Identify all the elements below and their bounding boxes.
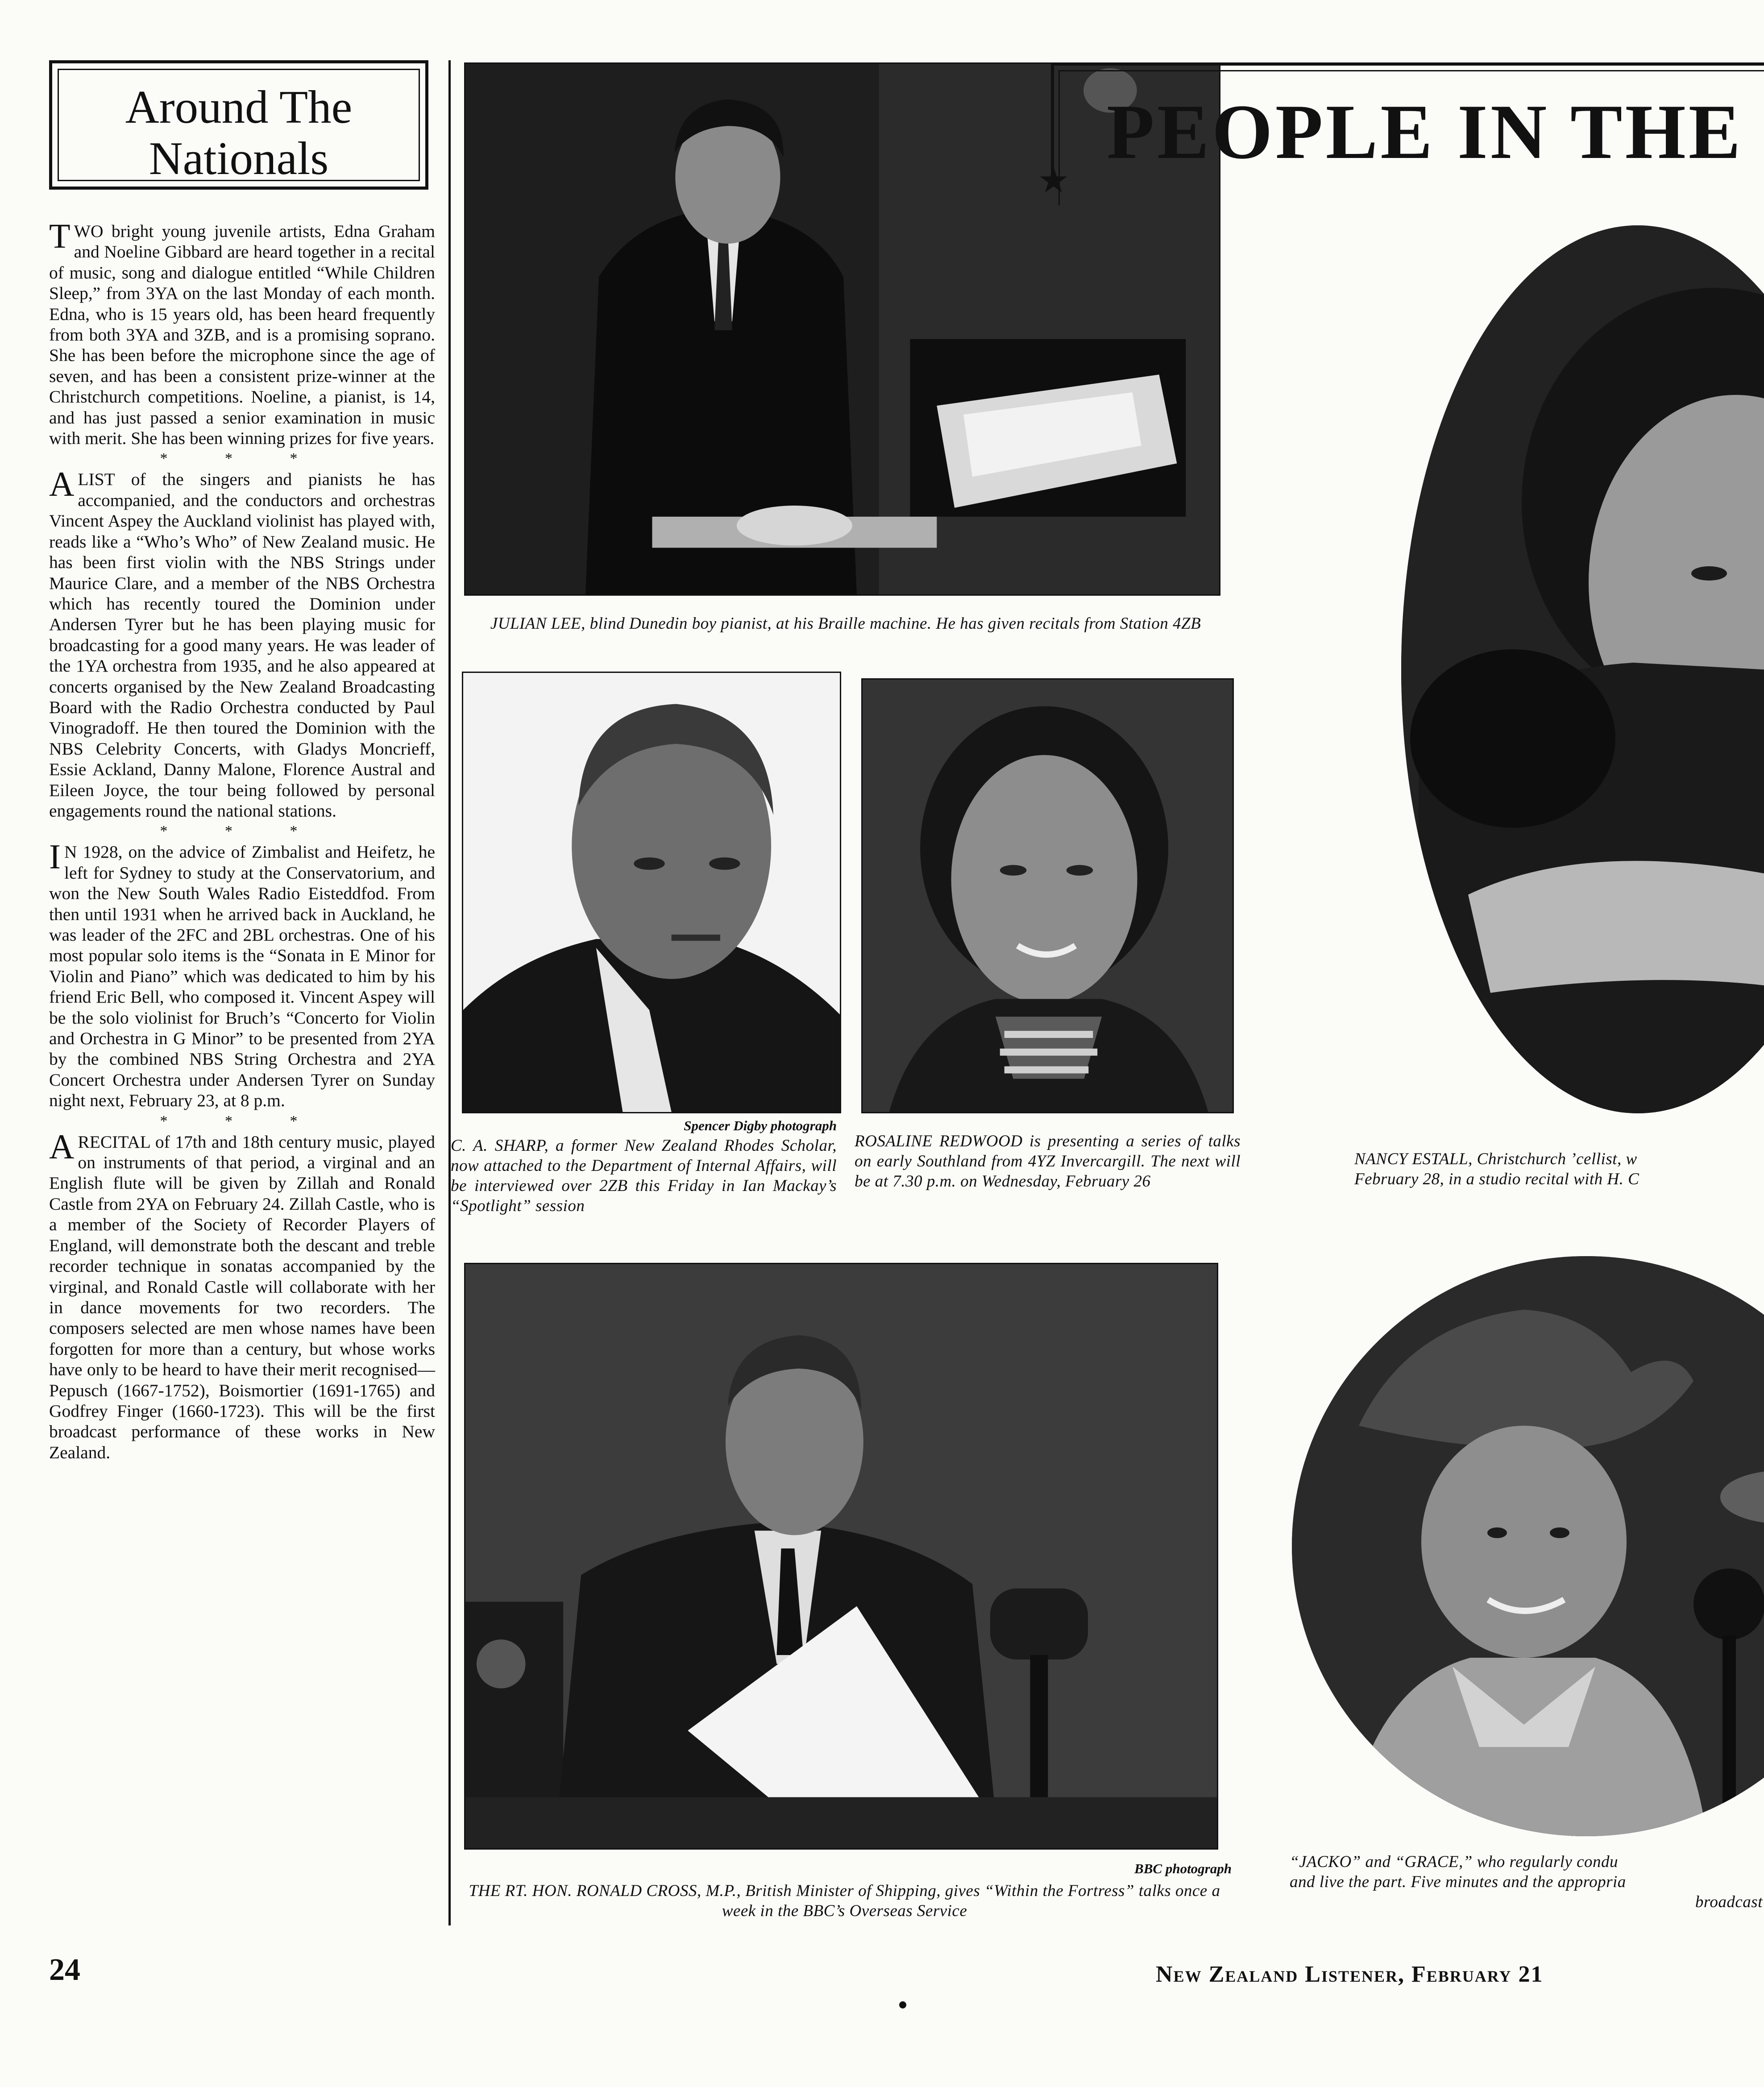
photo-jacko-grace [1292, 1256, 1764, 1836]
column-body [49, 216, 435, 1463]
paragraph-vincent-aspey: ALIST of the singers and pianists he has accompanied, and the conductors and orchestras Vincent Aspey the Auckland violinist has played with, reads like a “Who’s Who” of New Zealand music. He has been first violin with the NBS Strings under Maurice Clare, and a member of the NBS Orchestra which has recently toured the Dominion under Andersen Tyrer but he has been playing music for broadcasting for a good many years. He was leader of the 1YA orchestra from 1935, and he also appeared at concerts organised by the New Zealand Broadcasting Board with the Radio Orchestra conducted by Paul Vinogradoff. He then toured the Dominion with the NBS Celebrity Concerts, with Gladys Moncrieff, Essie Ackland, Danny Malone, Florence Austral and Eileen Joyce, the tour being followed by personal engagements round the national stations. [49, 465, 435, 821]
separator-stars: * * * [160, 450, 324, 467]
paragraph-sydney: I N 1928, on the advice of Zimbalist and Heifetz, he left for Sydney to study at the Conservatorium, and won the New South Wales Radio Eisteddfod. From then until 1931 when he arrived back in Auckland, he was leader of the 2FC and 2BL orchestras. One of his most popular solo items is the “Sonata in E Minor for Violin and Piano” which was dedicated to him by his friend Eric Bell, who composed it. Vincent Aspey will be the solo violinist for Bruch’s “Concerto for Violin and Orchestra in G Minor” to be presented from 2YA by the combined NBS String Orchestra and 2YA Concert Orchestra under Andersen Tyrer on Sunday night next, February 23, at 8 p.m. [49, 837, 435, 1111]
column-title-line2: Nationals [149, 132, 329, 184]
magazine-footer: New Zealand Listener, February 21 [1156, 1962, 1544, 1987]
credit-bbc-photograph: BBC photograph [1134, 1861, 1232, 1876]
drop-cap: A [49, 1127, 75, 1166]
credit-spencer-digby: Spencer Digby photograph [684, 1118, 837, 1133]
drop-cap: I [49, 837, 61, 876]
column-title-box [49, 60, 428, 190]
separator-stars: * * * [160, 823, 324, 840]
drop-cap: A [49, 465, 75, 504]
photo-ronald-cross-image [465, 1264, 1217, 1848]
caption-julian-lee: JULIAN LEE, blind Dunedin boy pianist, at his Braille machine. He has given recitals from Station 4ZB [490, 614, 1201, 633]
photo-c-a-sharp [462, 672, 841, 1113]
caption-nancy-estall-line2: February 28, in a studio recital with H. C [1354, 1170, 1639, 1188]
column-title-line1: Around The [125, 81, 353, 133]
photo-rosaline-redwood-image [863, 680, 1233, 1112]
caption-ronald-cross: THE RT. HON. RONALD CROSS, M.P., British Minister of Shipping, gives “Within the Fortress” talks once a week in the BBC’s Overseas Service [469, 1882, 1220, 1920]
caption-nancy-estall [1354, 1149, 1764, 1189]
column-rule [448, 60, 451, 1925]
caption-rosaline-redwood: ROSALINE REDWOOD is presenting a series of talks on early Southland from 4YZ Invercargill. The next will be at 7.30 p.m. on Wednesday, February 26 [855, 1132, 1241, 1191]
feature-title: PEOPLE IN THE [1107, 88, 1743, 175]
column-title [52, 81, 425, 184]
star-icon: ★ [1038, 161, 1070, 200]
caption-nancy-estall-line1: NANCY ESTALL, Christchurch ’cellist, w [1354, 1150, 1637, 1168]
drop-cap: T [49, 216, 71, 255]
paragraph-edna-noeline: TWO bright young juvenile artists, Edna Graham and Noeline Gibbard are heard together in a recital of music, song and dialogue entitled “While Children Sleep,” from 3YA on the last Monday of each month. Edna, who is 15 years old, has been heard frequently from both 3YA and 3ZB, and is a promising soprano. She has been before the microphone since the age of seven, and has been a consistent prize-winner at the Christchurch competitions. Noeline, a pianist, is 14, and has just passed a senior examination in music with merit. She has been winning prizes for five years. [49, 216, 435, 448]
caption-jacko-grace-line2: and live the part. Five minutes and the appropria [1290, 1873, 1626, 1891]
caption-c-a-sharp: C. A. SHARP, a former New Zealand Rhodes Scholar, now attached to the Department of Internal Affairs, will be interviewed over 2ZB this Friday in Ian Mackay’s “Spotlight” session [451, 1137, 837, 1215]
separator-stars: * * * [160, 1112, 324, 1129]
caption-jacko-grace [1290, 1852, 1763, 1912]
caption-jacko-grace-line1: “JACKO” and “GRACE,” who regularly condu [1290, 1853, 1619, 1871]
photo-nancy-estall [1401, 225, 1764, 1113]
photo-rosaline-redwood [861, 678, 1234, 1113]
photo-c-a-sharp-image [463, 673, 840, 1112]
print-mark [899, 2001, 906, 2008]
paragraph-recital: ARECITAL of 17th and 18th century music, played on instruments of that period, a virginal and an English flute will be given by Zillah and Ronald Castle from 2YA on February 24. Zillah Castle, who is a member of the Society of Recorder Players of England, will demonstrate both the descant and treble recorder technique in sonatas accompanied by the virginal, and Ronald Castle will collaborate with her in dance movements for two recorders. The composers selected are men whose names have been forgotten for more than a century, but whose works have only to be heard to have their merit recognised—Pepusch (1667-1752), Boismortier (1691-1765) and Godfrey Finger (1660-1723). This will be the first broadcast performance of these works in New Zealand. [49, 1127, 435, 1462]
caption-jacko-grace-line3: broadcast [1695, 1893, 1763, 1911]
nationals-column [49, 60, 437, 190]
page-number: 24 [49, 1953, 80, 1987]
photo-jacko-grace-image [1292, 1256, 1764, 1836]
photo-ronald-cross [464, 1263, 1218, 1850]
photo-nancy-estall-image [1401, 225, 1764, 1113]
